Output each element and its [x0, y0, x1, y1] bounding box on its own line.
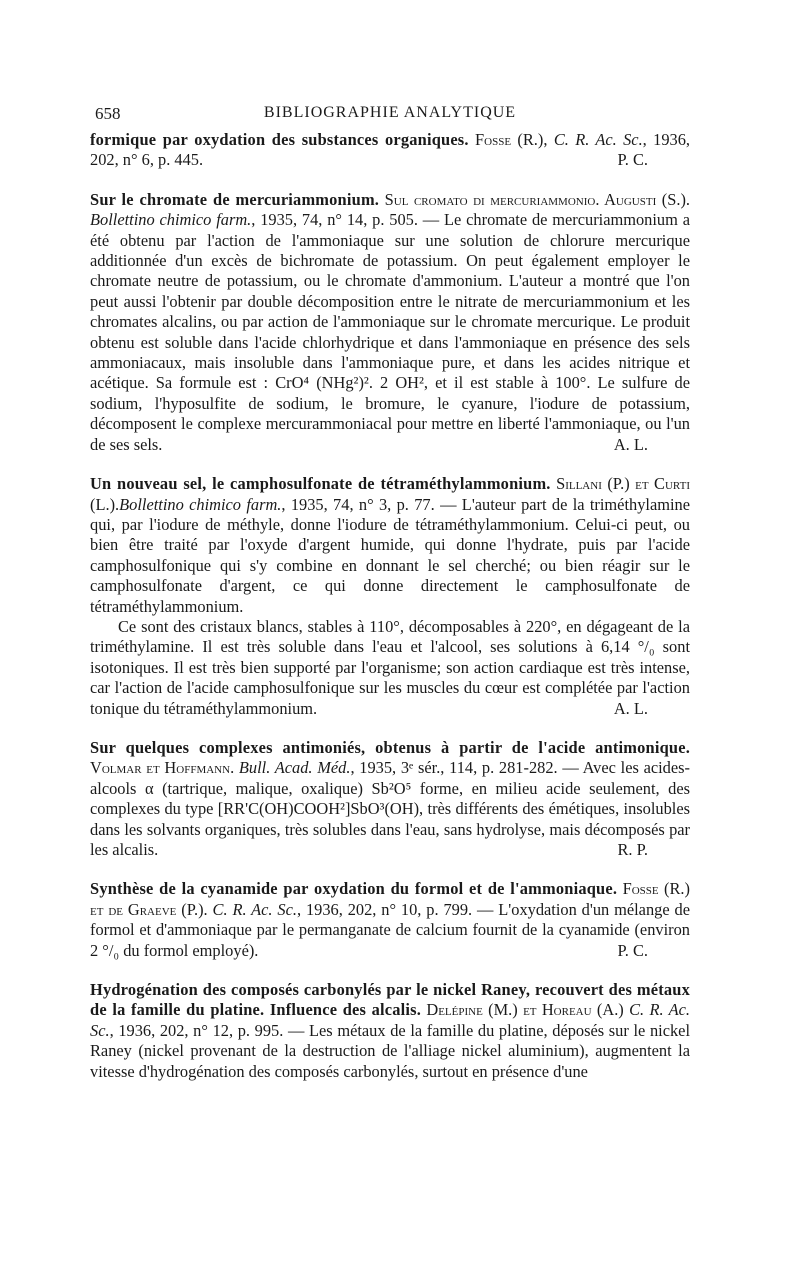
- entry-citation: , 1935, 3ᵉ sér., 114, p. 281-282.: [350, 758, 558, 778]
- entry-journal: Bull. Acad. Méd.: [238, 758, 351, 778]
- entry-citation: , 1935, 74, n° 3, p. 77.: [281, 494, 435, 514]
- entry-journal: Bollettino chimico farm.: [90, 210, 252, 230]
- entry-initials: A. L.: [613, 698, 648, 718]
- abstract-entry: [90, 474, 690, 719]
- abstract-entry: [90, 190, 690, 455]
- entry-initials: R. P.: [617, 840, 648, 859]
- abstract-entry: [90, 130, 690, 171]
- entry-citation: , 1936, 202, n° 6, p. 445.: [90, 130, 690, 170]
- entry-title: formique par oxydation des substances organiques.: [90, 130, 469, 149]
- entry-initials: P. C.: [617, 150, 648, 170]
- entry-body: — Avec les acides-alcools α (tartrique, malique, oxalique) Sb²O⁵ forme, en milieu acide seulement, des complexes du type [RR'C(OH)COOH²]SbO³(OH), très différents des émétiques, insolubles dans les solvants organiques, très solubles dans l'eau, sans hydrolyse, mais décomposés par les alcalis.: [90, 758, 690, 859]
- entry-authors: Volmar et Hoffmann.: [90, 758, 239, 778]
- entry-paragraph: [90, 617, 690, 719]
- page-number: 658: [95, 104, 121, 123]
- entry-body: Ce sont des cristaux blancs, stables à 110°, décomposables à 220°, en dégageant de la triméthylamine. Il est très soluble dans l'eau et l'alcool, ses solutions à 6,14 °/₀ sont isotoniques. Il est très bien supporté par l'organisme; son action cardiaque est très intense, car l'action de l'acide camphosulfonique sur les muscles du cœur est complétée par l'action tonique du tétraméthylammonium.: [90, 616, 690, 718]
- entry-authors: Fosse (R.),: [468, 130, 554, 149]
- book-page: [90, 100, 690, 1101]
- entry-heading: [90, 130, 690, 171]
- entry-citation: , 1935, 74, n° 14, p. 505. —: [251, 210, 440, 230]
- entry-body: — Les métaux de la famille du platine, déposés sur le nickel Raney (nickel provenant de la destruction de l'alliage nickel aluminium), augmentent la vitesse d'hydrogénation des composés carbonylés, surtout en présence d'une: [90, 1020, 690, 1081]
- running-title: BIBLIOGRAPHIE ANALYTIQUE: [263, 104, 517, 121]
- entry-citation: , 1936, 202, n° 12, p. 995.: [109, 1020, 284, 1040]
- entry-journal: C. R. Ac. Sc.: [553, 130, 643, 149]
- entry-title: Hydrogénation des composés carbonylés par le nickel Raney, recouvert des métaux de la famille du platine. Influence des alcalis.: [90, 980, 690, 1020]
- entry-initials: A. L.: [613, 434, 648, 454]
- entry-title: Synthèse de la cyanamide par oxydation du formol et de l'ammoniaque.: [90, 879, 618, 899]
- entry-heading: [90, 474, 690, 617]
- entry-title: Un nouveau sel, le camphosulfonate de tétraméthylammonium.: [90, 474, 551, 494]
- entry-heading: [90, 879, 690, 961]
- entry-title: Sur quelques complexes antimoniés, obtenus à partir de l'acide antimonique.: [90, 737, 690, 757]
- entry-body: — L'auteur part de la triméthylamine qui, par l'iodure de méthyle, donne l'iodure de tétraméthylammonium. Celui-ci peut, ou bien être traité par l'oxyde d'argent humide, qui donne l'hydrate, puis par l'acide camphosulfonique qui s'y combine en donnant le sel cherché; ou bien réagir sur le camphosulfonate d'argent, ce qui donne directement le camphosulfonate de tétraméthylammonium.: [90, 494, 690, 616]
- entry-heading: [90, 738, 690, 860]
- entry-authors: Sillani (P.) et Curti (L.).: [90, 474, 690, 514]
- entry-title: Sur le chromate de mercuriammonium.: [90, 189, 380, 209]
- abstract-entry: [90, 738, 690, 860]
- entry-journal: C. R. Ac. Sc.: [212, 899, 297, 919]
- page-header: [90, 100, 690, 130]
- entry-body: Le chromate de mercuriammonium a été obtenu par l'action de l'ammoniaque sur une solution de chlorure mercurique additionnée d'un excès de bichromate de potassium. On peut également employer le chromate neutre de potassium, ou le chromate d'ammonium. L'auteur a montré que l'on peut aussi l'obtenir par double décomposition entre le nitrate de mercuriammonium et les chromates alcalins, ou par action de l'ammoniaque sur le chromate mercurique. Le produit obtenu est soluble dans l'acide chlorhydrique et dans l'ammoniaque en présence des sels ammoniacaux, mais insoluble dans l'ammoniaque pure, et dans les acides nitrique et acétique. Sa formule est : CrO⁴ (NHg²)². 2 OH², et il est stable à 100°. Le sulfure de sodium, l'hyposulfite de sodium, le bromure, le cyanure, l'iodure de potassium, décomposent le complexe mercurammoniacal pour mettre en liberté l'ammoniaque, ou l'un de ses sels.: [90, 210, 690, 454]
- entry-journal: C. R. Ac. Sc.: [90, 1000, 690, 1040]
- entry-authors: Delépine (M.) et Horeau (A.): [421, 1000, 630, 1020]
- entry-citation: , 1936, 202, n° 10, p. 799.: [296, 899, 473, 919]
- abstract-entry: [90, 879, 690, 961]
- entry-heading: [90, 980, 690, 1082]
- entry-authors: Sul cromato di mercuriammonio. Augusti (S.).: [379, 189, 691, 209]
- entry-heading: [90, 190, 690, 455]
- entry-initials: P. C.: [617, 940, 648, 960]
- entry-journal: Bollettino chimico farm.: [119, 494, 282, 514]
- abstract-entry: [90, 980, 690, 1082]
- entry-authors: Fosse (R.) et de Graeve (P.).: [90, 879, 690, 919]
- entry-body: — L'oxydation d'un mélange de formol et d'ammoniaque par le permanganate de calcium fournit de la cyanamide (environ 2 °/₀ du formol employé).: [90, 899, 690, 960]
